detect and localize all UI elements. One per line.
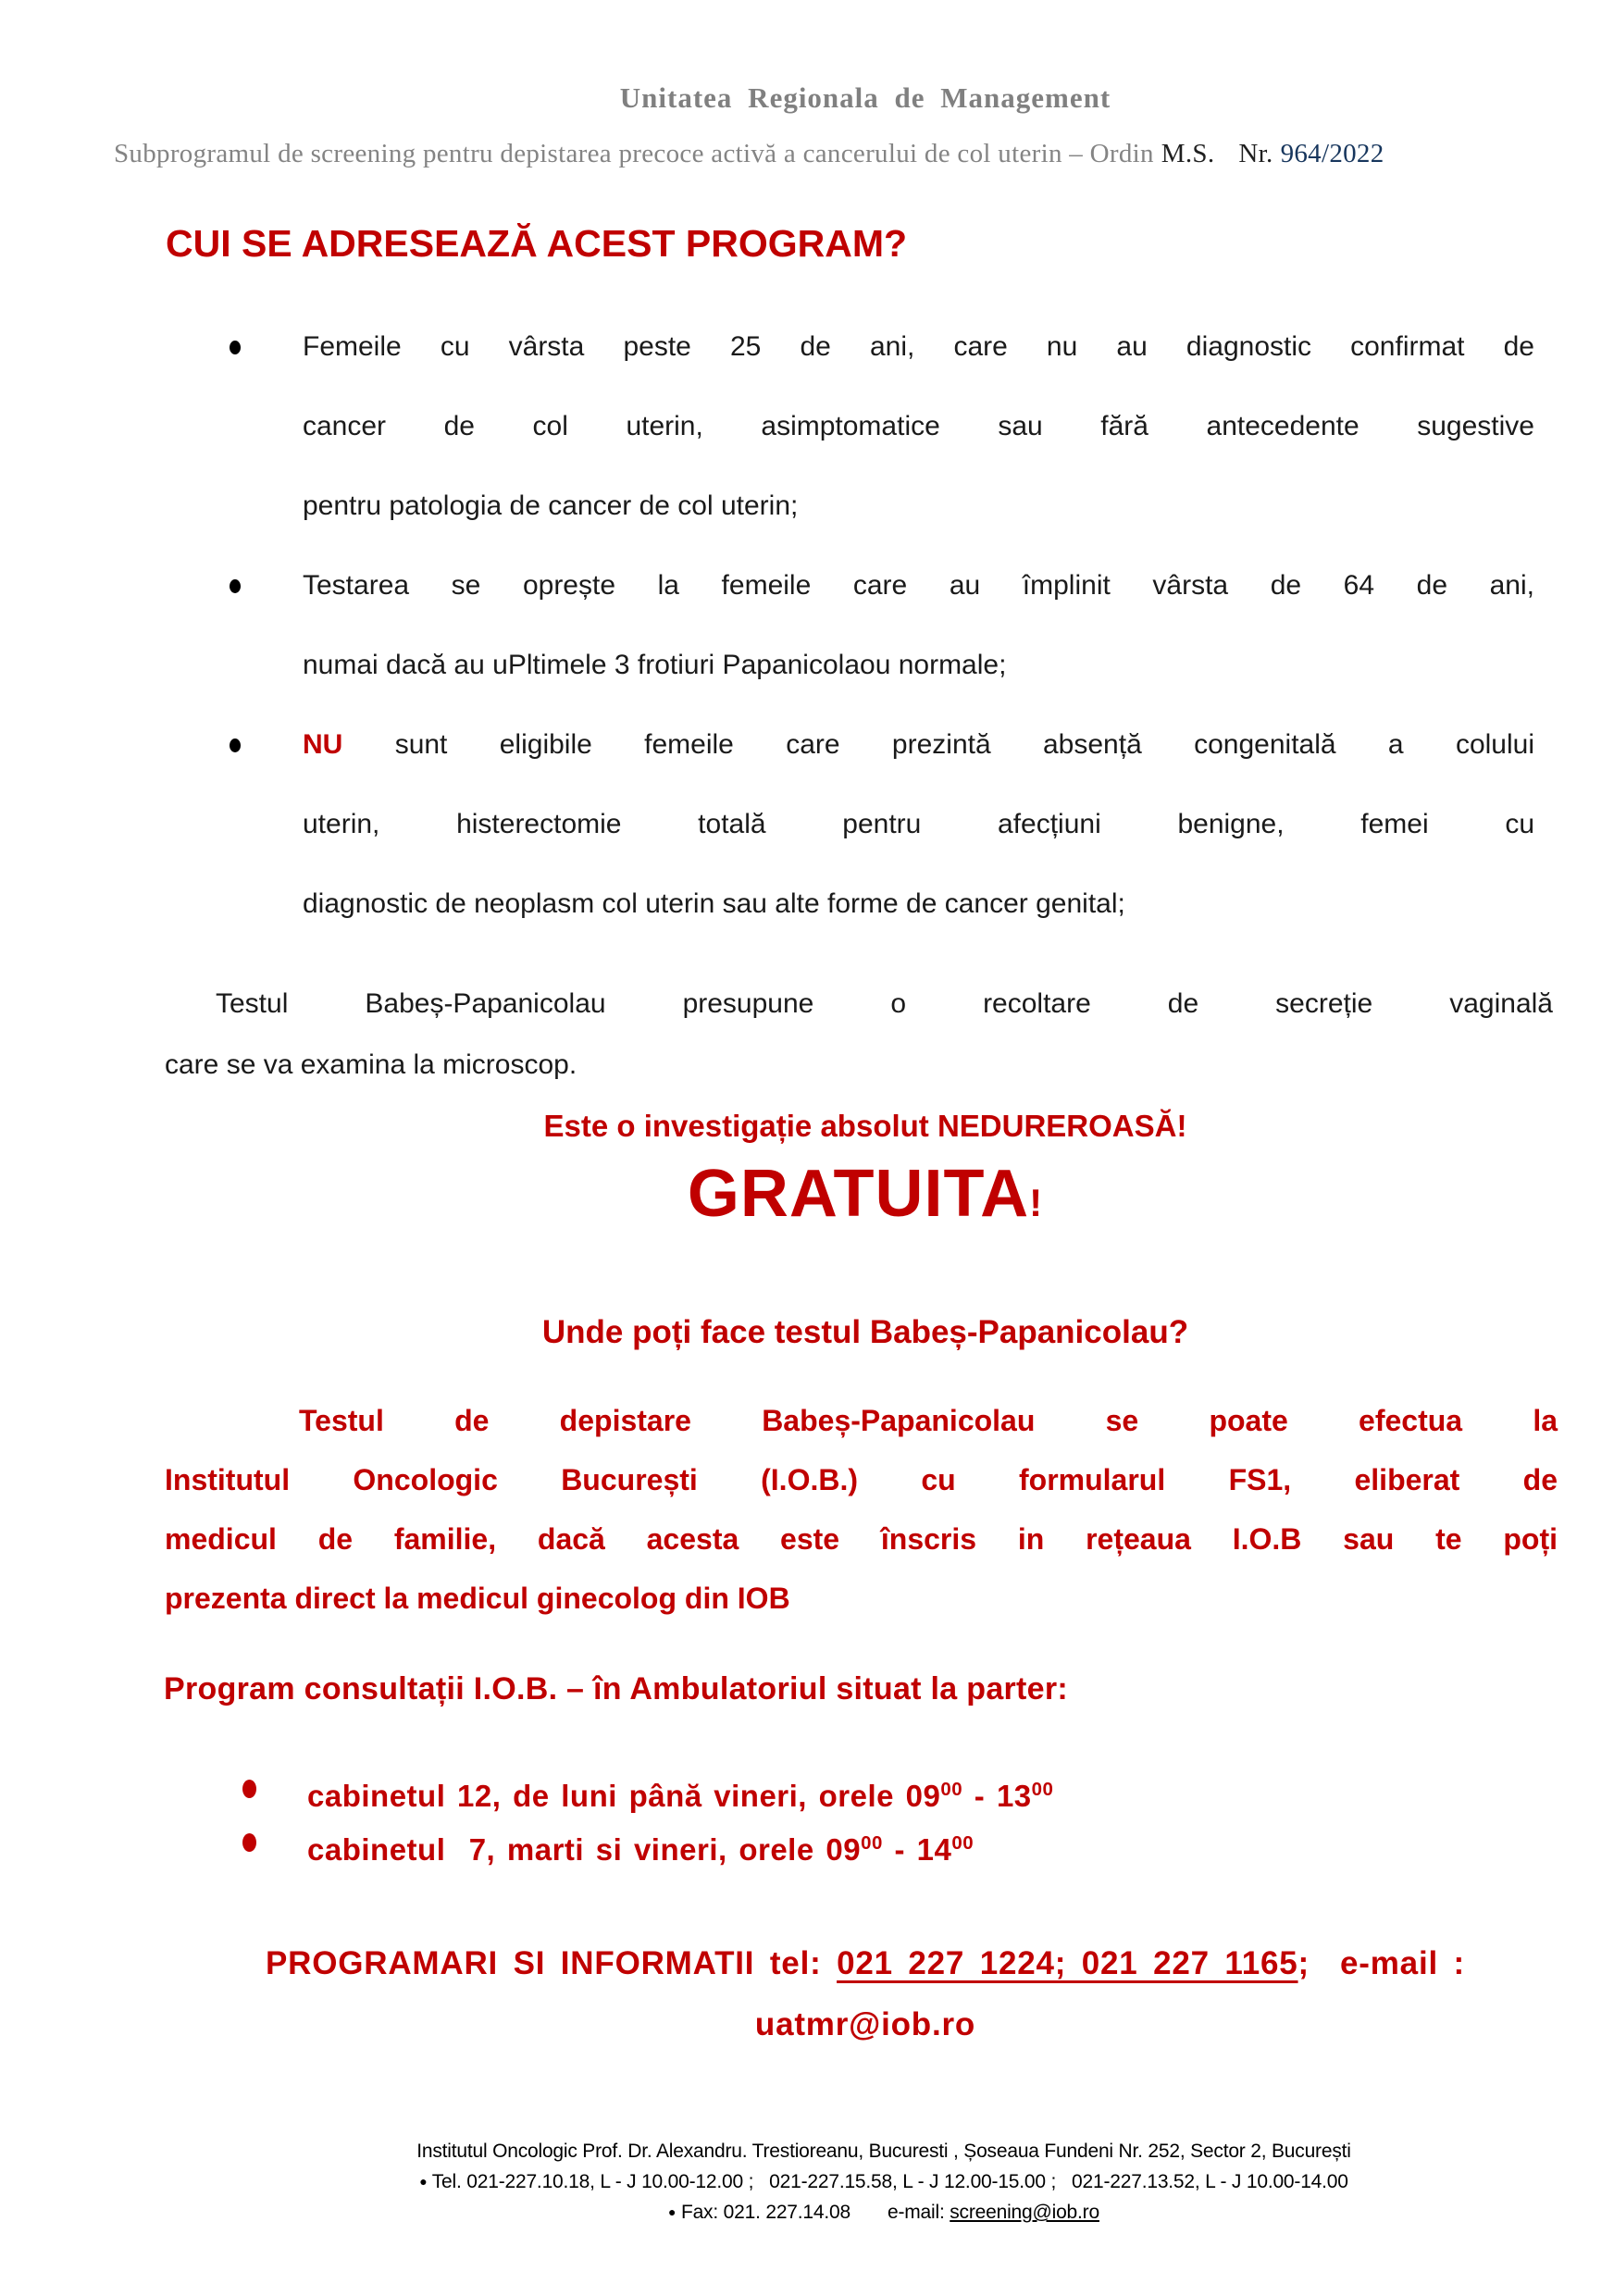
- eligibility-list: [228, 307, 1534, 944]
- bullet-dot: ●: [419, 2174, 428, 2189]
- nu-highlight: NU: [303, 729, 343, 760]
- subheader-text: Subprogramul de screening pentru depistarea precoce activă a cancerului de col uterin – Ordin: [114, 139, 1154, 168]
- schedule-item-cabinet-12: [242, 1763, 1053, 1817]
- schedule-list: [242, 1763, 1053, 1870]
- contact-line: [165, 1933, 1566, 1994]
- schedule-separator: - 13: [962, 1779, 1032, 1813]
- hours-superscript: 00: [861, 1832, 883, 1854]
- text-line: Institutul Oncologic București (I.O.B.) cu formularul FS1, eliberat de: [165, 1463, 1558, 1496]
- free-exclamation: !: [1029, 1181, 1044, 1224]
- footer-tel-line: [185, 2166, 1583, 2197]
- bullet-dot: ●: [668, 2204, 677, 2219]
- text-line: diagnostic de neoplasm col uterin sau alte forme de cancer genital;: [303, 888, 1125, 919]
- schedule-separator: - 14: [882, 1832, 952, 1867]
- eligibility-item-stop-age: [228, 546, 1534, 705]
- footer: [185, 2137, 1583, 2228]
- where-heading: Unde poți face testul Babeș-Papanicolau?: [541, 1314, 1189, 1350]
- footer-address: Institutul Oncologic Prof. Dr. Alexandru. Trestioreanu, Bucuresti , Șoseaua Fundeni Nr. 252, Sector 2, București: [416, 2141, 1351, 2162]
- eligibility-item-age: [228, 307, 1534, 546]
- hours-superscript: 00: [951, 1832, 975, 1854]
- schedule-text: cabinetul 7, marti si vineri, orele 09: [307, 1832, 862, 1867]
- text-line: numai dacă au uPltimele 3 frotiuri Papanicolaou normale;: [303, 650, 1007, 680]
- footer-email-link[interactable]: screening@iob.ro: [950, 2202, 1099, 2223]
- schedule-text: cabinetul 12, de luni până vineri, orele 09: [307, 1779, 941, 1813]
- text-line: prezenta direct la medicul ginecolog din IOB: [165, 1582, 790, 1615]
- free-banner: [165, 1150, 1566, 1247]
- contact-email: uatmr@iob.ro: [754, 2006, 976, 2042]
- text-line: [303, 705, 1534, 785]
- section-title: CUI SE ADRESEAZĂ ACEST PROGRAM?: [166, 222, 908, 265]
- eligibility-item-exclusions: [228, 705, 1534, 944]
- footer-email-label: e-mail:: [887, 2202, 945, 2223]
- painless-note: Este o investigație absolut NEDUREROASĂ!: [543, 1109, 1187, 1143]
- text-line: Testul Babeș-Papanicolau presupune o recoltare de secreție vaginală: [216, 988, 1553, 1019]
- text-line: Testul de depistare Babeș-Papanicolau se poate efectua la: [299, 1404, 1558, 1437]
- hours-superscript: 00: [940, 1779, 963, 1800]
- test-description-paragraph: [165, 974, 1553, 1096]
- phone-numbers-link[interactable]: 021 227 1224; 021 227 1165: [837, 1945, 1298, 1981]
- order-nr-label: Nr.: [1238, 139, 1273, 168]
- doc-header-title: Unitatea Regionala de Management: [619, 81, 1111, 114]
- text-line: cancer de col uterin, asimptomatice sau fără antecedente sugestive: [303, 411, 1534, 441]
- schedule-item-cabinet-7: [242, 1817, 1053, 1870]
- footer-tel-text: Tel. 021-227.10.18, L - J 10.00-12.00 ; 021-227.15.58, L - J 12.00-15.00 ; 021-227.13.52, L - J 10.00-14.00: [431, 2171, 1348, 2192]
- text-line: Femeile cu vârsta peste 25 de ani, care nu au diagnostic confirmat de: [303, 331, 1534, 362]
- ministry-abbrev: M.S.: [1161, 139, 1215, 168]
- footer-fax-line: [185, 2197, 1583, 2228]
- schedule-heading: Program consultații I.O.B. – în Ambulatoriul situat la parter:: [164, 1671, 1069, 1706]
- order-number: 964/2022: [1280, 139, 1384, 168]
- where-paragraph: [165, 1391, 1558, 1628]
- hours-superscript: 00: [1031, 1779, 1054, 1800]
- text-line: pentru patologia de cancer de col uterin;: [303, 490, 799, 521]
- text-line: uterin, histerectomie totală pentru afecțiuni benigne, femei cu: [303, 809, 1534, 839]
- contact-tail: ; e-mail :: [1297, 1945, 1465, 1981]
- free-word: GRATUITA: [687, 1157, 1030, 1231]
- text-segment: sunt eligibile femeile care prezintă absență congenitală a colului: [342, 729, 1534, 760]
- contact-lead: PROGRAMARI SI INFORMATII tel:: [266, 1945, 838, 1981]
- text-line: Testarea se oprește la femeile care au împlinit vârsta de 64 de ani,: [303, 570, 1534, 601]
- footer-fax-text: Fax: 021. 227.14.08: [680, 2202, 850, 2223]
- text-line: medicul de familie, dacă acesta este înscris in rețeaua I.O.B sau te poți: [165, 1522, 1558, 1556]
- text-line: care se va examina la microscop.: [165, 1049, 577, 1080]
- contact-block: [165, 1933, 1566, 2055]
- doc-subheader: [114, 139, 1576, 169]
